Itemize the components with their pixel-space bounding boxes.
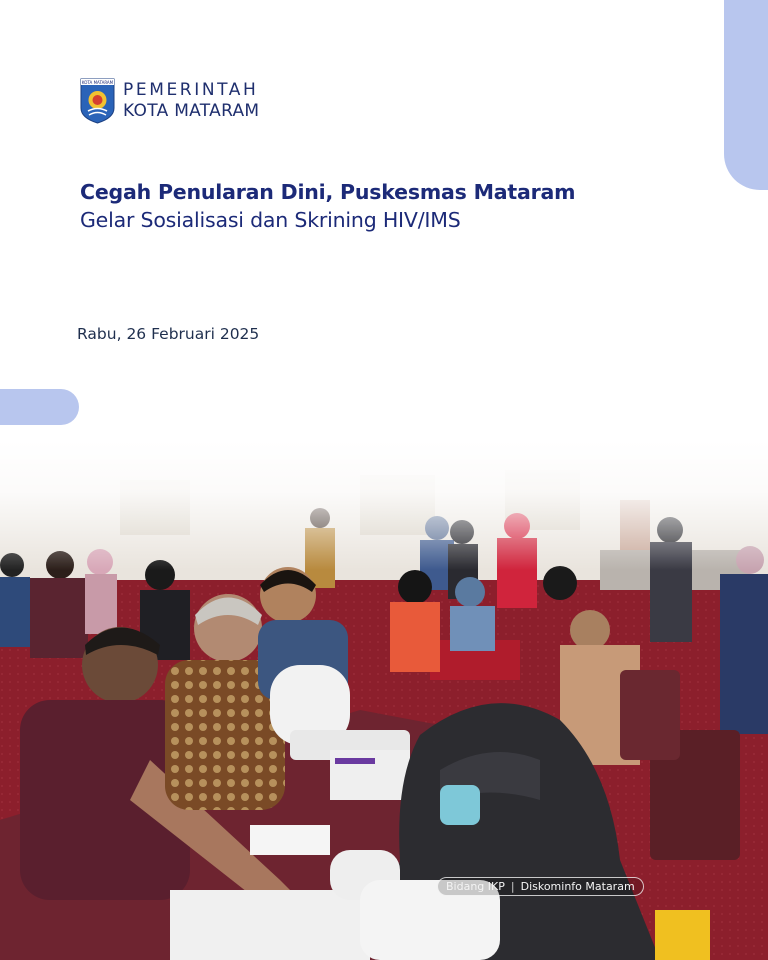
emblem-caption: KOTA MATARAM (81, 80, 114, 85)
decorative-corner-shape (724, 0, 768, 190)
article-title-block (80, 178, 700, 234)
header (80, 78, 259, 124)
photo-credit-right: Diskominfo Mataram (520, 880, 635, 893)
photo-top-fade (0, 440, 768, 570)
photo-credit-separator: | (510, 880, 515, 893)
decorative-pill-shape (0, 389, 79, 425)
event-photo (0, 440, 768, 960)
article-subtitle: Gelar Sosialisasi dan Skrining HIV/IMS (80, 208, 461, 232)
photo-credit (437, 877, 644, 896)
city-emblem-icon (80, 78, 115, 124)
article-date: Rabu, 26 Februari 2025 (77, 325, 260, 343)
article-title: Cegah Penularan Dini, Puskesmas Mataram (80, 180, 576, 204)
org-name-line2: KOTA MATARAM (123, 101, 260, 121)
org-name-line1: PEMERINTAH (123, 80, 259, 100)
photo-credit-left: Bidang IKP (446, 880, 505, 893)
